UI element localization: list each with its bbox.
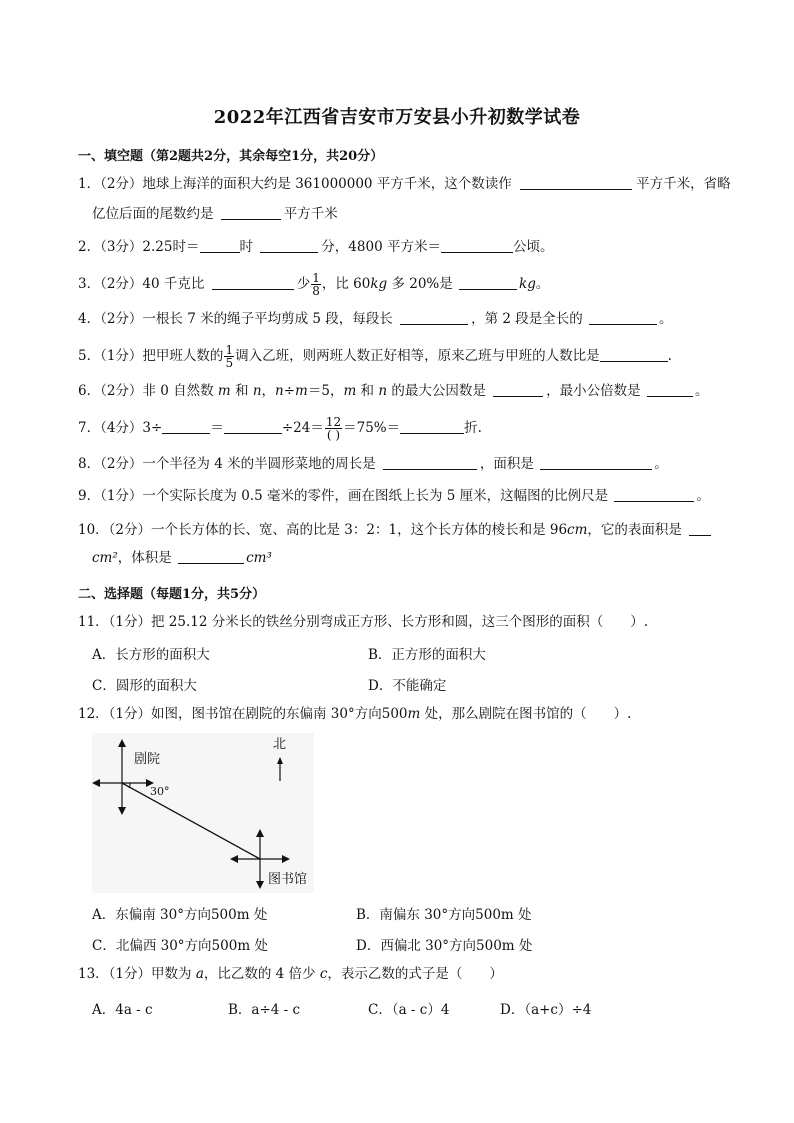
section-fill-in: 一、填空题（第2题共2分，其余每空1分，共20分） — [78, 149, 384, 164]
q3-fraction: $\frac{1}{8}$ — [312, 271, 320, 298]
q1-blank-1[interactable] — [520, 175, 632, 190]
question-1-line-1 — [78, 175, 731, 193]
q2-text-a: 2．（3分）2.25时＝ — [78, 239, 200, 255]
q5-text-a: 5．（1分）把甲班人数的 — [78, 348, 224, 364]
direction-diagram — [92, 733, 314, 893]
q2-blank-1[interactable] — [200, 238, 240, 253]
q12-option-a[interactable]: A．东偏南 30°方向500m 处 — [92, 907, 268, 923]
library-label: 图书馆 — [268, 872, 308, 887]
question-1-line-2 — [92, 205, 338, 223]
q7-blank-3[interactable] — [400, 419, 464, 434]
q2-blank-3[interactable] — [441, 238, 513, 253]
q2-blank-2[interactable] — [260, 238, 318, 253]
q5-blank[interactable] — [600, 347, 668, 362]
q12-option-b[interactable]: B．南偏东 30°方向500m 处 — [356, 907, 532, 923]
q3-blank-1[interactable] — [212, 275, 294, 290]
q10-blank-1[interactable] — [689, 521, 711, 536]
q5-fraction: $\frac{1}{5}$ — [225, 343, 234, 370]
q7-blank-2[interactable] — [224, 419, 282, 434]
q2-text-d: 公顷。 — [512, 239, 554, 255]
q4-blank-1[interactable] — [400, 310, 468, 325]
question-5: 5．（1分）把甲班人数的 $\frac{1}{5}$ 调入乙班，则两班人数正好相等，原来乙班与甲班的人数比是 . — [78, 343, 672, 370]
q5-text-b: 调入乙班，则两班人数正好相等，原来乙班与甲班的人数比是 — [235, 348, 600, 364]
diagram-background — [92, 733, 314, 893]
question-3: 3．（2分）40 千克比 少 $\frac{1}{8}$ ，比 60kg 多 20%是 kg。 — [78, 271, 550, 298]
question-8: 8．（2分）一个半径为 4 米的半圆形菜地的周长是 ，面积是 。 — [78, 456, 668, 472]
q4-blank-2[interactable] — [589, 310, 657, 325]
q10-blank-2[interactable] — [178, 549, 244, 564]
q13-option-b[interactable]: B．a÷4 - c — [228, 1002, 301, 1018]
q13-option-a[interactable]: A．4a - c — [92, 1002, 153, 1018]
q4-text-a: 4．（2分）一根长 7 米的绳子平均剪成 5 段，每段长 — [78, 311, 393, 327]
q1-text-c: 亿位后面的尾数约是 — [92, 206, 214, 222]
q1-text-b: 平方千米，省略 — [636, 176, 731, 192]
q6-blank-1[interactable] — [493, 382, 543, 397]
exam-title: 2022年江西省吉安市万安县小升初数学试卷 — [213, 107, 581, 128]
q11-option-d[interactable]: D．不能确定 — [368, 678, 447, 694]
q8-blank-1[interactable] — [383, 455, 477, 470]
q2-text-c: 分，4800 平方米＝ — [321, 239, 441, 255]
q3-text-d: 多 20%是 — [387, 276, 453, 292]
north-label: 北 — [273, 737, 287, 752]
question-10-line-2: cm²，体积是 cm³ — [92, 550, 272, 566]
q4-text-b: ，第 2 段是全长的 — [471, 311, 583, 327]
q12-option-c[interactable]: C．北偏西 30°方向500m 处 — [92, 938, 268, 954]
q9-blank[interactable] — [614, 487, 694, 502]
q11-option-c[interactable]: C．圆形的面积大 — [92, 678, 197, 694]
q3-text-b: 少 — [296, 276, 311, 292]
q1-text-d: 平方千米 — [283, 206, 338, 222]
q13-option-d[interactable]: D．（a+c）÷4 — [500, 1002, 592, 1018]
q11-option-a[interactable]: A．长方形的面积大 — [92, 647, 210, 663]
question-6: 6．（2分）非 0 自然数 m 和 n，n÷m＝5，m 和 n 的最大公因数是 ，最小公倍数是 。 — [78, 383, 709, 399]
q3-text-c: ，比 60 — [321, 276, 371, 292]
q7-blank-1[interactable] — [162, 419, 210, 434]
q2-text-b: 时 — [239, 239, 253, 255]
q7-fraction: $\frac{12}{( )}$ — [325, 415, 342, 442]
question-11: 11．（1分）把 25.12 分米长的铁丝分别弯成正方形、长方形和圆，这三个图形的面积（ ）. — [78, 614, 649, 630]
question-7: 7．（4分）3÷ ＝ ÷24＝ $\frac{12}{( )}$ ＝75%＝ 折. — [78, 415, 482, 442]
q3-blank-2[interactable] — [459, 275, 517, 290]
q1-text-a: 1．（2分）地球上海洋的面积大约是 361000000 平方千米，这个数读作 — [78, 176, 512, 192]
question-4: 4．（2分）一根长 7 米的绳子平均剪成 5 段，每段长 ，第 2 段是全长的 。 — [78, 311, 673, 327]
theater-label: 剧院 — [134, 752, 161, 767]
q1-blank-2[interactable] — [221, 205, 281, 220]
q13-option-c[interactable]: C．（a - c）4 — [368, 1002, 450, 1018]
question-13: 13．（1分）甲数为 a，比乙数的 4 倍少 c，表示乙数的式子是（ ） — [78, 966, 503, 982]
question-10-line-1: 10．（2分）一个长方体的长、宽、高的比是 3：2：1，这个长方体的棱长和是 96cm，它的表面积是 — [78, 521, 711, 539]
q11-option-b[interactable]: B．正方形的面积大 — [368, 647, 486, 663]
q3-text-a: 3．（2分）40 千克比 — [78, 276, 205, 292]
section-multiple-choice: 二、选择题（每题1分，共5分） — [78, 587, 266, 602]
q8-blank-2[interactable] — [540, 455, 652, 470]
angle-label: 30° — [150, 785, 170, 798]
question-12: 12．（1分）如图，图书馆在剧院的东偏南 30°方向500m 处，那么剧院在图书馆的（ ）. — [78, 706, 632, 722]
question-9: 9．（1分）一个实际长度为 0.5 毫米的零件，画在图纸上长为 5 厘米，这幅图的比例尺是 。 — [78, 488, 710, 504]
q6-blank-2[interactable] — [647, 382, 693, 397]
q12-option-d[interactable]: D．西偏北 30°方向500m 处 — [356, 938, 533, 954]
question-2 — [78, 238, 553, 256]
